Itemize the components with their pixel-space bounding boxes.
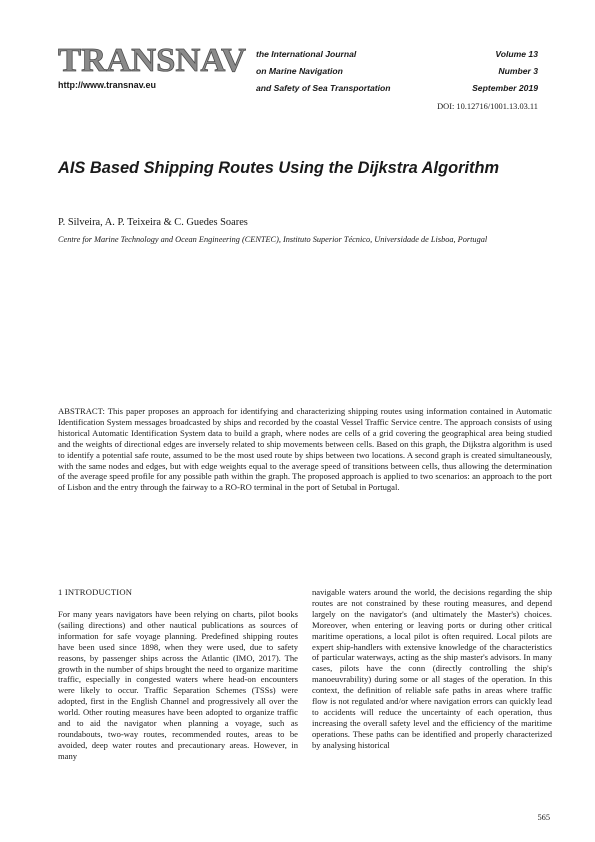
transnav-logo	[58, 38, 248, 78]
date-label: September 2019	[472, 83, 538, 93]
journal-name-line: on Marine Navigation	[256, 66, 343, 76]
volume-label: Volume 13	[495, 49, 538, 59]
paper-title: AIS Based Shipping Routes Using the Dijkstra Algorithm	[58, 159, 500, 177]
section-heading: 1 INTRODUCTION	[58, 587, 133, 597]
journal-name-line: and Safety of Sea Transportation	[256, 83, 391, 93]
number-label: Number 3	[498, 66, 538, 76]
affiliation: Centre for Marine Technology and Ocean Engineering (CENTEC), Instituto Superior Técnico, Universidade de Lisboa, Portugal	[58, 235, 488, 244]
journal-url[interactable]: http://www.transnav.eu	[58, 80, 157, 90]
body-column-left: For many years navigators have been relying on charts, pilot books (sailing directions) and other nautical publications as sources of information for safe voyage planning. Predefined shipping routes have been used since 1898, when they were used, due to safety reasons, by passenger ships across the Atlantic (IMO, 2017). The growth in the number of ships brought the need to organize maritime traffic, especially in congested waters where head-on encounters were likely to occur. Traffic Separation Schemes (TSSs) were adopted, first in the English Channel and progressively all over the world. Other routing measures have been adopted to organize traffic and to aid the navigator when planning a voyage, such as roundabouts, two-way routes, recommended routes, areas to be avoided, deep water routes and precautionary areas. However, in many	[58, 609, 298, 761]
journal-name	[256, 46, 391, 97]
doi: DOI: 10.12716/1001.13.03.11	[437, 102, 538, 111]
issue-info	[472, 46, 538, 97]
svg-text:TRANSNAV: TRANSNAV	[58, 42, 247, 78]
authors: P. Silveira, A. P. Teixeira & C. Guedes Soares	[58, 217, 248, 228]
journal-name-line: the International Journal	[256, 49, 357, 59]
page-number: 565	[537, 813, 550, 822]
body-column-right: navigable waters around the world, the decisions regarding the ship routes are not constrained by these routing measures, and depend largely on the navigator's (and ultimately the Master's) choices. Moreover, when entering or leaving ports or during other critical maritime operations, a local pilot is often required. Local pilots are expert ship-handlers with extensive knowledge of the characteristics of particular waterways, acting as the ship master's advisors. In many cases, pilots have the conn (directly controlling the ship's manoeuvrability) during some or all stages of the operation. In this context, the definition of reliable safe paths in areas where traffic flow is not regulated and/or where navigation errors can quickly lead to accidents will reduce the uncertainty of each operation, thus increasing the overall safety level and the efficiency of the maritime operations. These paths can be identified and properly characterized by analysing historical	[312, 587, 552, 750]
abstract: ABSTRACT: This paper proposes an approach for identifying and characterizing shipping routes using information contained in Automatic Identification System messages broadcasted by ships and recorded by the coastal Vessel Traffic Service centre. The approach consists of using historical Automatic Identification System data to build a graph, where nodes are cells of a grid covering the geographical area being studied and the weights of directional edges are inversely related to ship movements between cells. Based on this graph, the Dijkstra algorithm is used to identify a potential safe route, assumed to be the most used route by ships between two locations. A second graph is created simultaneously, with the same nodes and edges, but with edge weights equal to the average speed of transitions between cells, thus allowing the determination of the average speed profile for any possible path within the graph. The proposed approach is applied to two scenarios: an approach to the port of Lisbon and the entry through the fairway to a RO-RO terminal in the port of Setubal in Portugal.	[58, 406, 552, 493]
